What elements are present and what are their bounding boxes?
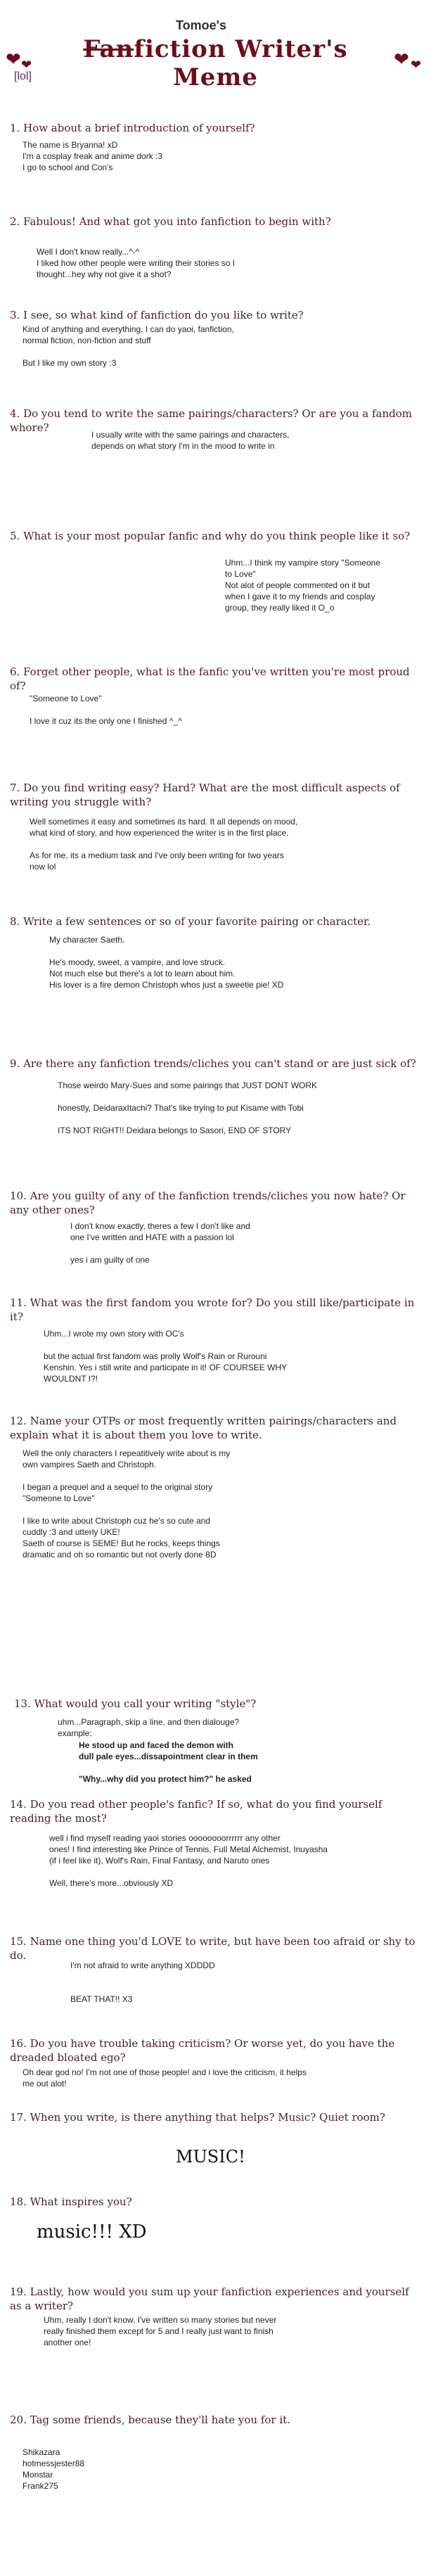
heart-icon: ❤ [21, 58, 32, 72]
question-3: 3. I see, so what kind of fanfiction do you like to write? [10, 309, 304, 321]
answer-6: "Someone to Love" I love it cuz its the only one I finished ^_^ [30, 694, 182, 726]
answer-3: Kind of anything and everything, I can do yaoi, fanfiction, normal fiction, non-fiction and stuff But I like my own story :3 [22, 324, 234, 368]
question-5: 5. What is your most popular fanfic and why do you think people like it so? [10, 530, 411, 542]
answer-17: MUSIC! [176, 2147, 245, 2167]
heart-icon: ❤ [394, 49, 409, 70]
answer-9: Those weirdo Mary-Sues and some pairings that JUST DONT WORK honestly, DeidaraxItachi? That's like trying to put Kisame with Tobi ITS NOT RIGHT!! Deidara belongs to Sasori, END OF STORY [58, 1080, 318, 1135]
title-strike: Fan [83, 35, 134, 63]
answer-15: I'm not afraid to write anything XDDDD BEAT THAT!! X3 [70, 1960, 215, 2004]
question-14: 14. Do you read other people's fanfic? If so, what do you find yourself reading the most? [10, 1798, 382, 1825]
answer-7: Well sometimes it easy and sometimes its hard. It all depends on mood, what kind of story, and how experienced the writer is in the first place. As for me, its a medium task and I've only been writing for two years now lol [30, 817, 298, 872]
answer-16: Oh dear god no! I'm not one of those people! and i love the criticism, it helps me out alot! [22, 2067, 307, 2089]
question-1: 1. How about a brief introduction of yourself? [10, 122, 255, 134]
answer-19: Uhm, really I don't know. I've written so many stories but never really finished them except for 5 and I really just want to finish another one! [44, 2315, 277, 2347]
question-18: 18. What inspires you? [10, 2195, 132, 2208]
question-7: 7. Do you find writing easy? Hard? What are the most difficult aspects of writing you struggle with? [10, 782, 400, 808]
answer-13-example: He stood up and faced the demon with dull pale eyes...dissapointment clear in them "Why...why did you protect him?" he asked [79, 1740, 258, 1784]
question-10: 10. Are you guilty of any of the fanfiction trends/cliches you now hate? Or any other ones? [10, 1190, 406, 1216]
answer-1: The name is Bryanna! xD I'm a cosplay freak and anime dork :3 I go to school and Con's [22, 140, 163, 172]
answer-2: Well I don't know really...^-^ I liked how other people were writing their stories so I thought...hey why not give it a shot? [37, 247, 236, 279]
question-11: 11. What was the first fandom you wrote for? Do you still like/participate in it? [10, 1296, 415, 1323]
title-rest: fiction Writer's Meme [134, 35, 348, 91]
answer-13: uhm...Paragraph, skip a line, and then dialouge? example: [58, 1717, 240, 1738]
answer-5: Uhm...I think my vampire story "Someone to Love" Not alot of people commented on it but when I gave it to my friends and cosplay group, they really liked it O_o [225, 558, 380, 613]
answer-10: I don't know exactly, theres a few I don't like and one I've written and HATE with a passion lol yes i am guilty of one [70, 1221, 250, 1265]
question-9: 9. Are there any fanfiction trends/cliches you can't stand or are just sick of? [10, 1057, 416, 1070]
answer-8: My character Saeth. He's moody, sweet, a vampire, and love struck. Not much else but there's a lot to learn about him. His lover is a fire demon Christoph whos just a sweetie pie! XD [49, 935, 284, 990]
question-13: 13. What would you call your writing "style"? [14, 1697, 257, 1710]
question-2: 2. Fabulous! And what got you into fanfiction to begin with? [10, 215, 331, 228]
question-17: 17. When you write, is there anything that helps? Music? Quiet room? [10, 2111, 385, 2124]
answer-18: music!!! XD [37, 2221, 147, 2243]
question-20: 20. Tag some friends, because they'll hate you for it. [10, 2414, 290, 2426]
question-12: 12. Name your OTPs or most frequently written pairings/characters and explain what it is about them you love to write. [10, 1415, 397, 1441]
question-15: 15. Name one thing you'd LOVE to write, but have been too afraid or shy to do. [10, 1935, 416, 1962]
question-19: 19. Lastly, how would you sum up your fanfiction experiences and yourself as a writer? [10, 2285, 409, 2312]
heart-icon: ❤ [411, 58, 422, 72]
answer-4: I usually write with the same pairings and characters, depends on what story I'm in the mood to write in [91, 430, 290, 451]
question-4: 4. Do you tend to write the same pairings/characters? Or are you a fandom whore? [10, 407, 412, 434]
question-16: 16. Do you have trouble taking criticism? Or worse yet, do you have the dreaded bloated ego? [10, 2037, 395, 2064]
header-title [42, 35, 389, 91]
answer-11: Uhm...I wrote my own story with OC's but the actual first fandom was prolly Wolf's Rain or Rurouni Kenshin. Yes i still write and participate in it! OF COURSEE WHY WOULDNT I?! [44, 1329, 288, 1384]
answer-20: Shikazara hotmessjester88 Monstar Frank275 [22, 2447, 85, 2491]
answer-14: well i find myself reading yaoi stories oooooooorrrrrr any other ones! I find interesting like Prince of Tennis, Full Metal Alchemist, Inuyasha (if i feel like it), Wolf's Rain, Final Fantasy, and Naruto ones Well, there's more...obviously XD [49, 1833, 328, 1888]
heart-icon: ❤ [6, 49, 21, 70]
answer-12: Well the only characters I repeatitively write about is my own vampires Saeth and Christoph. I began a prequel and a sequel to the original story "Someone to Love" I like to write about Christoph cuz he's so cute and cuddly :3 and utterly UKE! Saeth of course is SEME! But he rocks, keeps things dramatic and oh so romantic but not overly done 8D [22, 1448, 231, 1560]
question-8: 8. Write a few sentences or so of your favorite pairing or character. [10, 915, 371, 928]
lol-tag: [lol] [14, 70, 32, 82]
question-6: 6. Forget other people, what is the fanfic you've written you're most proud of? [10, 665, 410, 692]
meme-header [0, 0, 431, 106]
header-subtitle: Tomoe's [176, 18, 226, 32]
